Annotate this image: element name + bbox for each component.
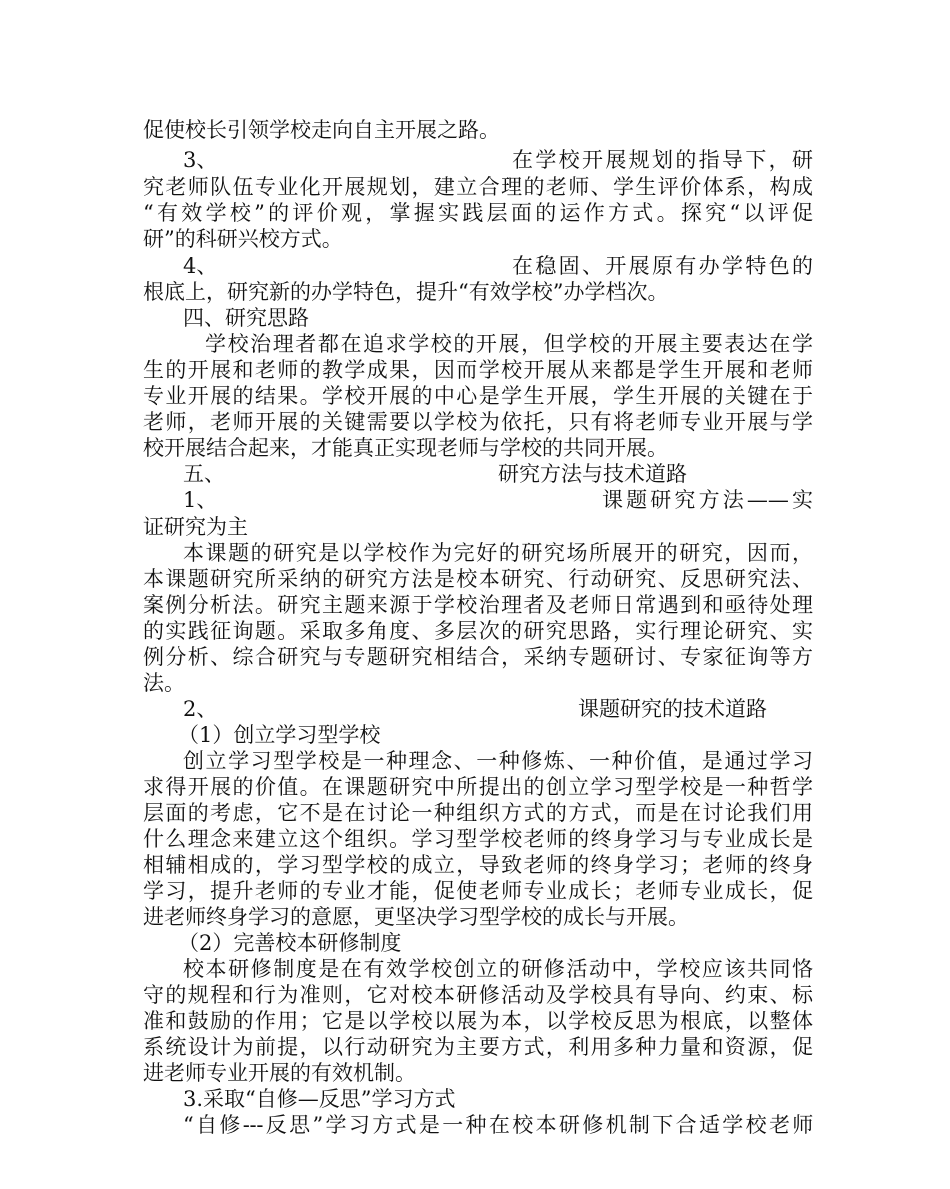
paragraph-line: 本课题的研究是以学校作为完好的研究场所展开的研究，因而， xyxy=(183,541,813,565)
paragraph-line: 根底上，研究新的办学特色，提升“有效学校”办学档次。 xyxy=(143,280,669,304)
paragraph-line: 准和鼓励的作用；它是以学校以展为本，以学校反思为根底，以整体 xyxy=(143,1009,813,1033)
paragraph-line: 学校治理者都在追求学校的开展，但学校的开展主要表达在学 xyxy=(205,332,813,356)
paragraph-line: 相辅相成的，学习型学校的成立，导致老师的终身学习；老师的终身 xyxy=(143,853,813,877)
paragraph-line: “自修---反思”学习方式是一种在校本研修机制下合适学校老师 xyxy=(183,1113,813,1137)
part-heading: 3.采取“自修—反思”学习方式 xyxy=(183,1087,456,1111)
paragraph-line: 进老师专业开展的有效机制。 xyxy=(143,1061,416,1085)
paragraph-line: 究老师队伍专业化开展规划，建立合理的老师、学生评价体系，构成 xyxy=(143,175,813,199)
subsection-heading: 课题研究的技术道路 xyxy=(578,697,767,721)
paragraph-line: 进老师终身学习的意愿，更坚决学习型学校的成长与开展。 xyxy=(143,905,689,929)
paragraph-line: 求得开展的价值。在课题研究中所提出的创立学习型学校是一种哲学 xyxy=(143,775,813,799)
paragraph-line: 创立学习型学校是一种理念、一种修炼、一种价值，是通过学习 xyxy=(183,749,813,773)
part-heading: （2）完善校本研修制度 xyxy=(178,931,402,955)
section-heading: 研究方法与技术道路 xyxy=(498,462,687,486)
paragraph-line: “有效学校”的评价观，掌握实践层面的运作方式。探究“以评促 xyxy=(143,201,813,225)
subsection-number: 1、 xyxy=(183,488,218,512)
paragraph-line: 专业开展的结果。学校开展的中心是学生开展，学生开展的关键在于 xyxy=(143,384,813,408)
paragraph-line: 守的规程和行为准则，它对校本研修活动及学校具有导向、约束、标 xyxy=(143,983,813,1007)
paragraph-line: 系统设计为前提，以行动研究为主要方式，利用多种力量和资源，促 xyxy=(143,1035,813,1059)
section-number: 五、 xyxy=(183,462,225,486)
paragraph-line: 研”的科研兴校方式。 xyxy=(143,227,343,251)
paragraph-line: 本课题研究所采纳的研究方法是校本研究、行动研究、反思研究法、 xyxy=(143,567,813,591)
paragraph-line: 法。 xyxy=(143,671,185,695)
paragraph-line: 学习，提升老师的专业才能，促使老师专业成长；老师专业成长，促 xyxy=(143,879,813,903)
subsection-heading: 证研究为主 xyxy=(143,515,248,539)
paragraph-line: 校本研修制度是在有效学校创立的研修活动中，学校应该共同恪 xyxy=(183,957,813,981)
paragraph-line: 老师，老师开展的关键需要以学校为依托，只有将老师专业开展与学 xyxy=(143,410,813,434)
paragraph-line: 例分析、综合研究与专题研究相结合，采纳专题研讨、专家征询等方 xyxy=(143,645,813,669)
paragraph-line: 校开展结合起来，才能真正实现老师与学校的共同开展。 xyxy=(143,436,668,460)
paragraph-line: 在学校开展规划的指导下，研 xyxy=(512,148,813,172)
paragraph-line: 案例分析法。研究主题来源于学校治理者及老师日常遇到和亟待处理 xyxy=(143,593,813,617)
part-heading: （1）创立学习型学校 xyxy=(178,723,381,747)
paragraph-line: 的实践征询题。采取多角度、多层次的研究思路，实行理论研究、实 xyxy=(143,619,813,643)
subsection-number: 2、 xyxy=(183,697,218,721)
paragraph-line: 在稳固、开展原有办学特色的 xyxy=(512,254,813,278)
list-number: 4、 xyxy=(183,254,218,278)
section-heading: 四、研究思路 xyxy=(183,306,309,330)
subsection-heading: 课题研究方法——实 xyxy=(602,488,813,512)
paragraph-line: 促使校长引领学校走向自主开展之路。 xyxy=(143,118,500,142)
paragraph-line: 层面的考虑，它不是在讨论一种组织方式的方式，而是在讨论我们用 xyxy=(143,801,813,825)
list-number: 3、 xyxy=(183,148,218,172)
paragraph-line: 生的开展和老师的教学成果，因而学校开展从来都是学生开展和老师 xyxy=(143,358,813,382)
paragraph-line: 什么理念来建立这个组织。学习型学校老师的终身学习与专业成长是 xyxy=(143,827,813,851)
